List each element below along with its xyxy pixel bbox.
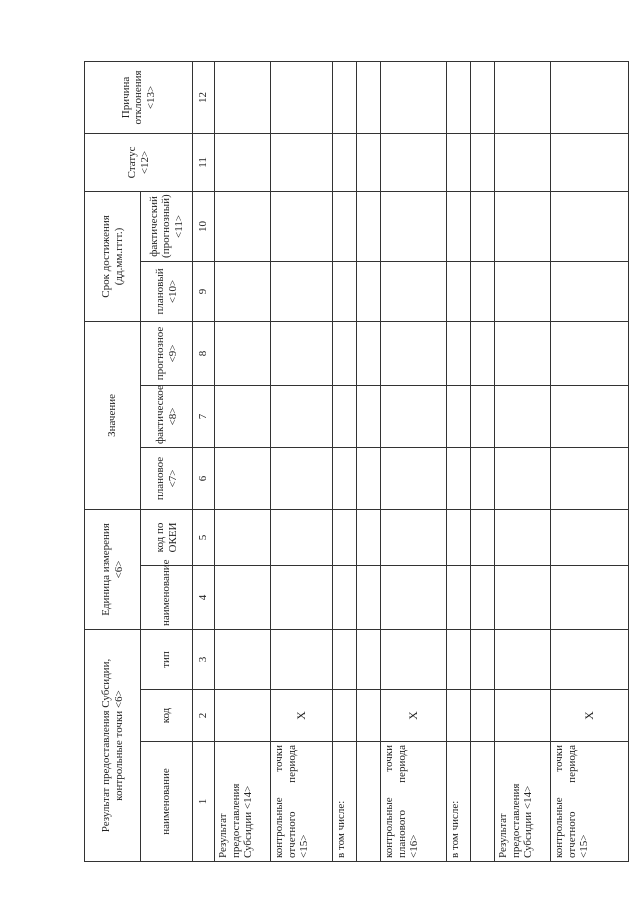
header-unit: Единица измерения <6> bbox=[85, 509, 141, 629]
row-code bbox=[357, 690, 381, 742]
subheader-code: код bbox=[141, 690, 193, 742]
table-row bbox=[471, 61, 495, 861]
table-row bbox=[447, 61, 471, 861]
row-code bbox=[215, 690, 271, 742]
row-name: в том числе: bbox=[333, 742, 357, 862]
results-table bbox=[84, 61, 629, 862]
row-name: контрольные точки планового периода <16> bbox=[381, 742, 447, 862]
column-number: 5 bbox=[193, 509, 215, 565]
row-code bbox=[495, 690, 551, 742]
table-row bbox=[381, 61, 447, 861]
row-code bbox=[333, 690, 357, 742]
header-value: Значение bbox=[85, 321, 141, 509]
row-name: Результат предоставления Субсидии <14> bbox=[495, 742, 551, 862]
column-number: 3 bbox=[193, 629, 215, 689]
table-row bbox=[357, 61, 381, 861]
table-row bbox=[333, 61, 357, 861]
column-number-row bbox=[193, 61, 215, 861]
column-number: 12 bbox=[193, 61, 215, 133]
header-deadline: Срок достижения (дд.мм.гггг.) bbox=[85, 191, 141, 321]
row-name bbox=[357, 742, 381, 862]
table-row bbox=[551, 61, 629, 861]
subheader-actual: фактическое <8> bbox=[141, 385, 193, 447]
row-name: контрольные точки отчетного периода <15> bbox=[271, 742, 333, 862]
table-row bbox=[271, 61, 333, 861]
column-number: 2 bbox=[193, 690, 215, 742]
column-number: 6 bbox=[193, 447, 215, 509]
row-code bbox=[471, 690, 495, 742]
column-number: 8 bbox=[193, 321, 215, 385]
header-status: Статус <12> bbox=[85, 133, 193, 191]
row-code bbox=[447, 690, 471, 742]
column-number: 4 bbox=[193, 565, 215, 629]
header-result: Результат предоставления Субсидии, контрольные точки <6> bbox=[85, 629, 141, 861]
subheader-plan-date: плановый <10> bbox=[141, 261, 193, 321]
row-code: X bbox=[551, 690, 629, 742]
subheader-unit-name: наименование bbox=[141, 565, 193, 629]
header-reason: Причина отклонения <13> bbox=[85, 61, 193, 133]
table-row bbox=[215, 61, 271, 861]
subheader-type: тип bbox=[141, 629, 193, 689]
row-code: X bbox=[381, 690, 447, 742]
subheader-fact-date: фактический (прогнозный) <11> bbox=[141, 191, 193, 261]
row-name: контрольные точки отчетного периода <15> bbox=[551, 742, 629, 862]
column-number: 10 bbox=[193, 191, 215, 261]
row-name bbox=[471, 742, 495, 862]
subheader-name: наименование bbox=[141, 742, 193, 862]
row-code: X bbox=[271, 690, 333, 742]
column-number: 11 bbox=[193, 133, 215, 191]
column-number: 9 bbox=[193, 261, 215, 321]
row-name: в том числе: bbox=[447, 742, 471, 862]
column-number: 7 bbox=[193, 385, 215, 447]
subheader-okei: код по ОКЕИ bbox=[141, 509, 193, 565]
subheader-forecast: прогнозное <9> bbox=[141, 321, 193, 385]
column-number: 1 bbox=[193, 742, 215, 862]
subheader-planned: плановое <7> bbox=[141, 447, 193, 509]
rotated-document-page bbox=[84, 52, 604, 862]
table-row bbox=[495, 61, 551, 861]
header-row-1 bbox=[85, 61, 141, 861]
row-name: Результат предоставления Субсидии <14> bbox=[215, 742, 271, 862]
